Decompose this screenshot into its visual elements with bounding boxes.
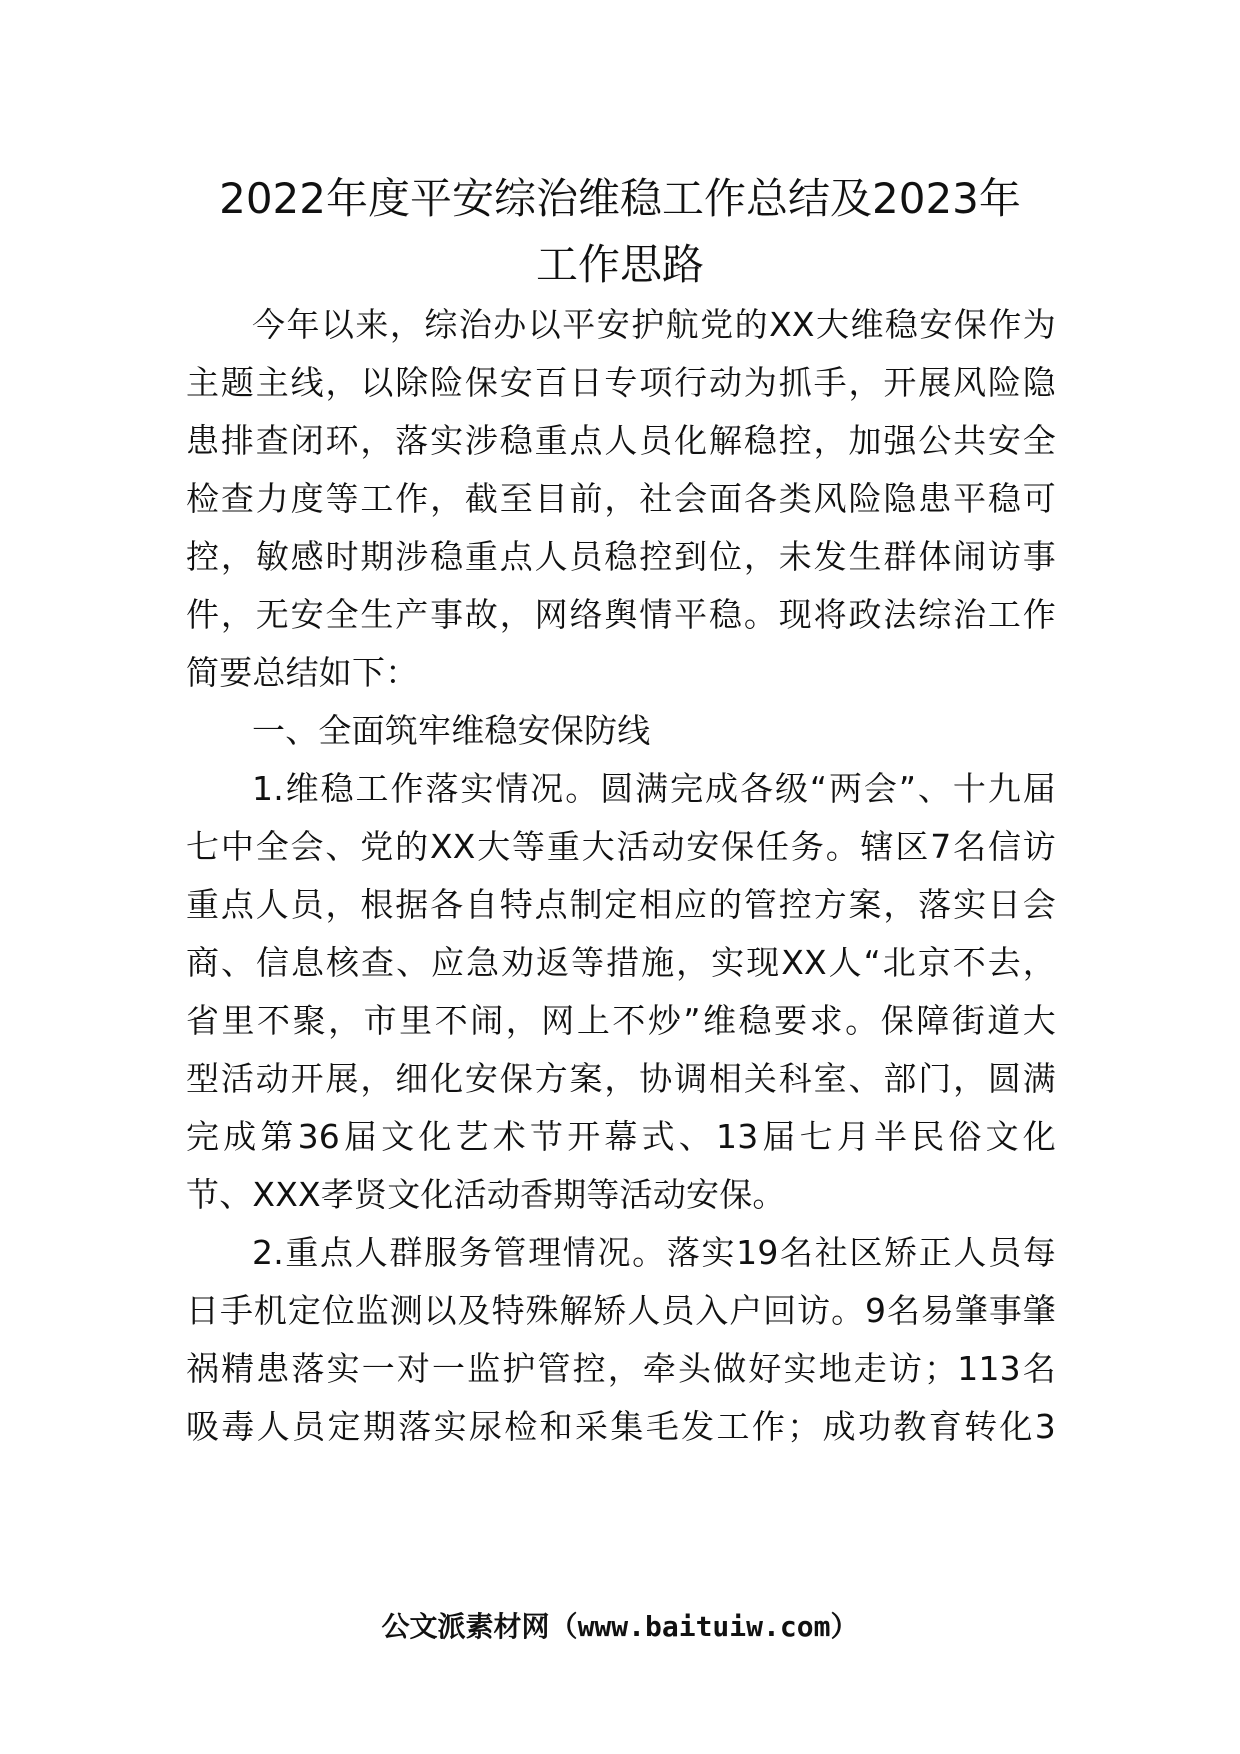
paragraph-line: 日手机定位监测以及特殊解矫人员入户回访。9名易肇事肇 — [186, 1291, 1056, 1330]
paragraph-line: 型活动开展，细化安保方案，协调相关科室、部门，圆满 — [186, 1059, 1056, 1098]
paragraph-line: 检查力度等工作，截至目前，社会面各类风险隐患平稳可 — [186, 479, 1056, 518]
paragraph-line: 祸精患落实一对一监护管控，牵头做好实地走访；113名 — [186, 1349, 1056, 1388]
document-title-line-1: 2022年度平安综治维稳工作总结及2023年 — [219, 174, 1021, 223]
paragraph-line: 省里不聚，市里不闹，网上不炒”维稳要求。保障街道大 — [186, 1001, 1056, 1040]
paragraph-line: 控，敏感时期涉稳重点人员稳控到位，未发生群体闹访事 — [186, 537, 1056, 576]
paragraph-line: 今年以来，综治办以平安护航党的XX大维稳安保作为 — [252, 305, 1056, 344]
paragraph-line: 商、信息核查、应急劝返等措施，实现XX人“北京不去， — [186, 943, 1056, 982]
paragraph-line: 吸毒人员定期落实尿检和采集毛发工作；成功教育转化3 — [186, 1407, 1056, 1446]
footer-close-paren: ） — [830, 1610, 859, 1643]
paragraph-line: 件，无安全生产事故，网络舆情平稳。现将政法综治工作 — [186, 595, 1056, 634]
document-title-line-2: 工作思路 — [535, 240, 704, 289]
paragraph-line: 节、XXX孝贤文化活动香期等活动安保。 — [186, 1175, 786, 1214]
paragraph-line: 2.重点人群服务管理情况。落实19名社区矫正人员每 — [252, 1233, 1056, 1272]
paragraph-line: 简要总结如下： — [186, 653, 419, 692]
paragraph-line: 患排查闭环，落实涉稳重点人员化解稳控，加强公共安全 — [186, 421, 1056, 460]
section-heading: 一、全面筑牢维稳安保防线 — [252, 711, 651, 750]
paragraph-line: 重点人员，根据各自特点制定相应的管控方案，落实日会 — [186, 885, 1056, 924]
paragraph-line: 七中全会、党的XX大等重大活动安保任务。辖区7名信访 — [186, 827, 1056, 866]
paragraph-line: 完成第36届文化艺术节开幕式、13届七月半民俗文化 — [186, 1117, 1056, 1156]
paragraph-line: 1.维稳工作落实情况。圆满完成各级“两会”、十九届 — [252, 769, 1056, 808]
footer-site-name: 公文派素材网（ — [381, 1610, 578, 1643]
paragraph-line: 主题主线，以除险保安百日专项行动为抓手，开展风险隐 — [186, 363, 1056, 402]
footer-url: www.baituiw.com — [577, 1610, 831, 1643]
footer-watermark — [0, 1605, 1240, 1649]
